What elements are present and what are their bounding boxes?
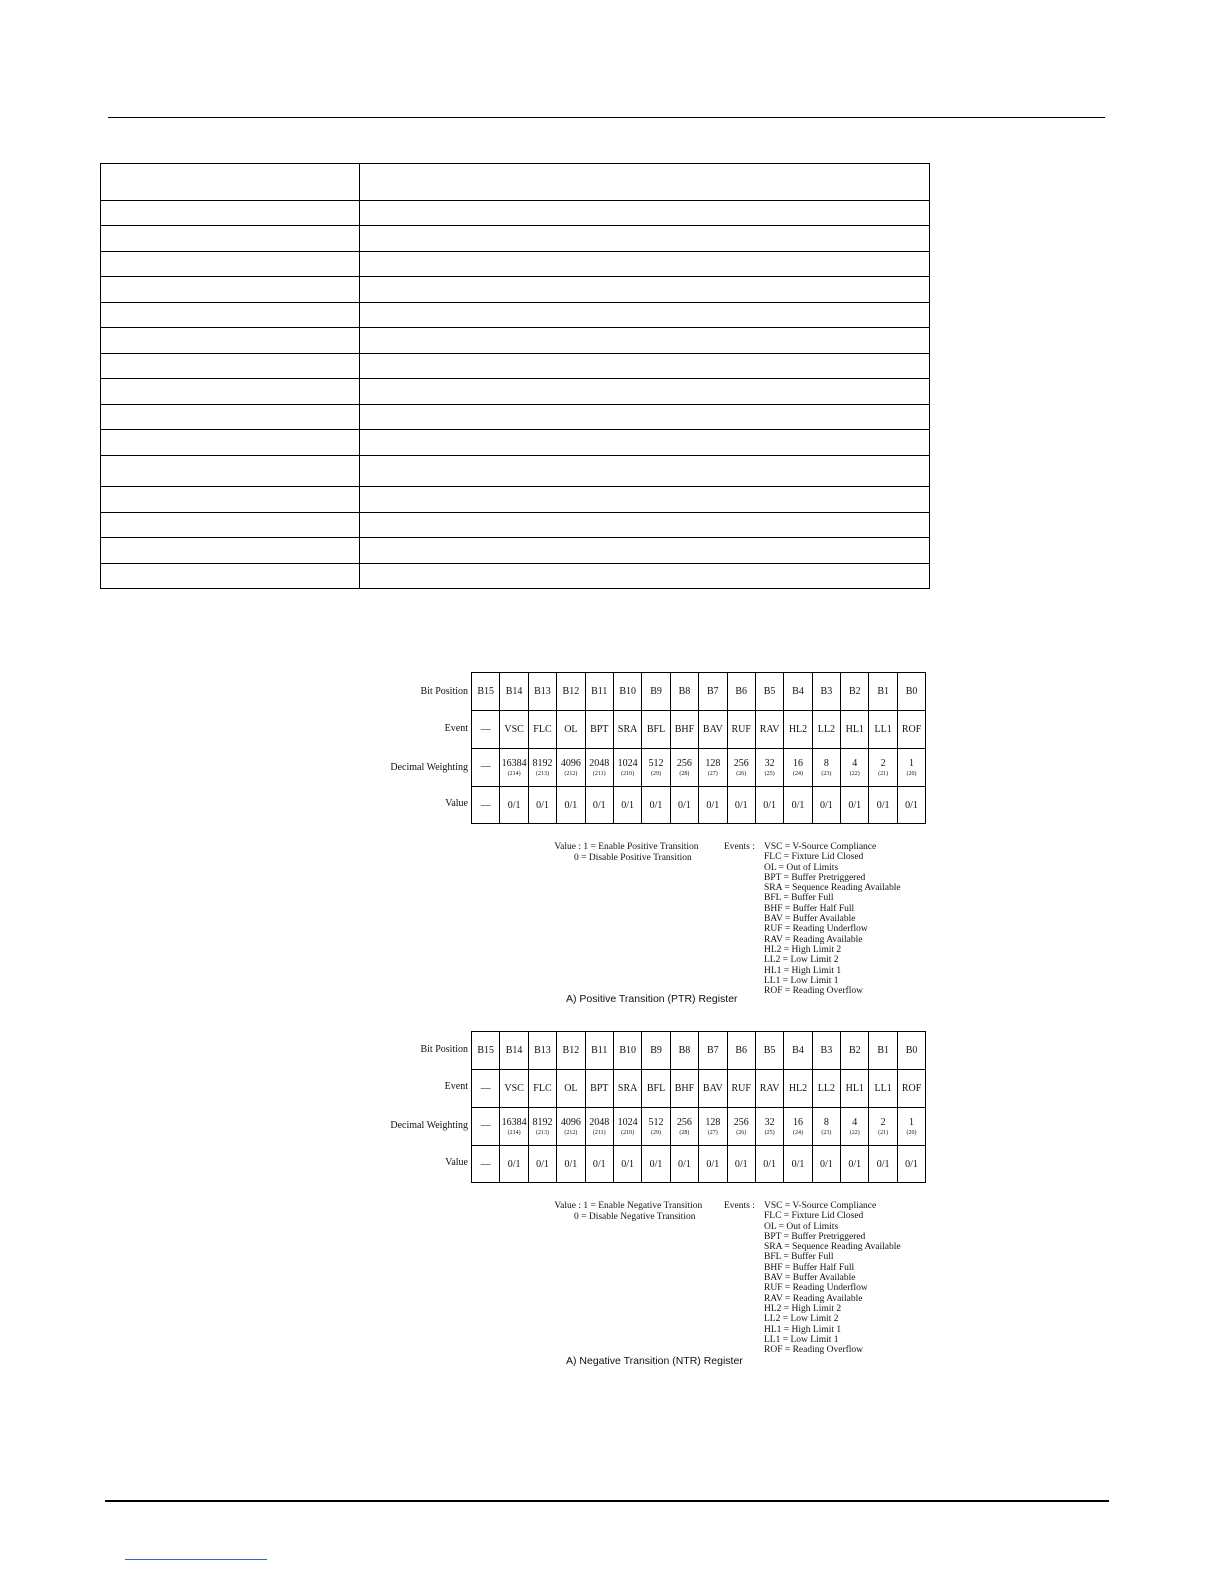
weight-cell — [727, 749, 755, 787]
weight-value: 256 — [676, 757, 692, 769]
event-cell: LL2 — [812, 711, 840, 749]
table-row — [101, 328, 930, 354]
bit-cell: B7 — [699, 673, 727, 711]
event-label: Event — [444, 1081, 468, 1092]
weight-value: 8192 — [532, 1116, 553, 1128]
table-row — [101, 513, 930, 538]
bit-position-label: Bit Position — [420, 1044, 468, 1055]
ptr-caption: A) Positive Transition (PTR) Register — [566, 993, 738, 1005]
weight-value: 1 — [909, 1116, 915, 1128]
table-row — [101, 164, 930, 201]
weight-value: 2 — [880, 1116, 886, 1128]
value-cell: 0/1 — [557, 1146, 585, 1183]
table-row — [101, 430, 930, 456]
weight-power: (25) — [764, 1129, 775, 1136]
weight-value: 128 — [705, 757, 721, 769]
table-row — [101, 405, 930, 430]
bit-cell: B12 — [557, 673, 585, 711]
bit-cell: B13 — [528, 673, 556, 711]
value-cell: 0/1 — [841, 787, 869, 824]
weight-value: 4 — [852, 1116, 858, 1128]
event-definition: FLC = Fixture Lid Closed — [764, 1211, 864, 1222]
bit-cell: B11 — [585, 673, 613, 711]
weight-power: (24) — [792, 1129, 803, 1136]
weight-cell — [812, 749, 840, 787]
weight-cell — [897, 1108, 925, 1146]
value-row — [472, 1146, 926, 1183]
value-cell: 0/1 — [613, 1146, 641, 1183]
table-row — [101, 354, 930, 379]
weight-value: 32 — [764, 757, 775, 769]
event-cell: LL1 — [869, 711, 897, 749]
table-row — [101, 379, 930, 405]
weight-value: 256 — [733, 1116, 749, 1128]
event-cell: ROF — [897, 711, 925, 749]
value-cell: 0/1 — [528, 1146, 556, 1183]
event-definition: BHF = Buffer Half Full — [764, 903, 855, 914]
bit-cell: B1 — [869, 1032, 897, 1070]
bit-cell: B13 — [528, 1032, 556, 1070]
value-legend-label: Value — [554, 842, 576, 852]
weight-power: (212) — [564, 770, 578, 777]
weight-power: (21) — [878, 1129, 889, 1136]
value-legend: Value : 1 = Enable Negative Transition 0 = Disable Negative Transition — [538, 1201, 702, 1223]
weight-value: 2048 — [589, 1116, 610, 1128]
bit-cell: B10 — [613, 1032, 641, 1070]
weight-cell — [897, 749, 925, 787]
weight-cell — [528, 749, 556, 787]
weight-power: (214) — [507, 770, 521, 777]
event-cell: VSC — [500, 711, 528, 749]
event-definition: BPT = Buffer Pretriggered — [764, 1231, 866, 1242]
weight-power: (28) — [679, 1129, 690, 1136]
weight-cell — [755, 1108, 783, 1146]
weight-cell — [528, 1108, 556, 1146]
value-cell: 0/1 — [869, 787, 897, 824]
weight-cell — [472, 749, 500, 787]
weight-power: (211) — [592, 770, 606, 777]
events-legend-list — [764, 1201, 901, 1355]
weight-value: 16 — [792, 757, 803, 769]
header-rule — [108, 117, 1105, 118]
value-cell: 0/1 — [812, 1146, 840, 1183]
value-cell: 0/1 — [670, 1146, 698, 1183]
event-cell: HL1 — [841, 711, 869, 749]
weight-cell — [585, 1108, 613, 1146]
table-row — [101, 564, 930, 589]
bit-row — [472, 1032, 926, 1070]
weight-power: (29) — [651, 770, 662, 777]
value-row — [472, 787, 926, 824]
weight-value: 2 — [880, 757, 886, 769]
event-cell: OL — [557, 711, 585, 749]
event-definition: FLC = Fixture Lid Closed — [764, 852, 864, 863]
event-row — [472, 711, 926, 749]
weight-value: — — [480, 1119, 491, 1131]
weight-power: (25) — [764, 770, 775, 777]
weight-cell — [727, 1108, 755, 1146]
weight-value: — — [480, 760, 491, 772]
weight-value: 128 — [705, 1116, 721, 1128]
weight-value: 8 — [823, 757, 829, 769]
value-cell: 0/1 — [869, 1146, 897, 1183]
value-legend-key: 1 — [583, 842, 589, 852]
weight-power: (26) — [736, 1129, 747, 1136]
weight-cell — [500, 749, 528, 787]
event-cell: OL — [557, 1070, 585, 1108]
event-definition: BAV = Buffer Available — [764, 914, 856, 925]
weight-row — [472, 1108, 926, 1146]
bit-row — [472, 673, 926, 711]
weight-value: 1024 — [617, 757, 638, 769]
event-definition: HL2 = High Limit 2 — [764, 944, 842, 955]
events-legend-label: Events : — [724, 1201, 755, 1211]
event-definition: HL1 = High Limit 1 — [764, 1324, 842, 1335]
bit-cell: B0 — [897, 673, 925, 711]
value-label: Value — [445, 1157, 468, 1168]
value-legend-disable: 0 = Disable Negative Transition — [574, 1212, 696, 1222]
event-cell: BHF — [670, 1070, 698, 1108]
value-cell: — — [472, 1146, 500, 1183]
weight-cell — [841, 749, 869, 787]
event-cell: RAV — [755, 711, 783, 749]
bit-position-label: Bit Position — [420, 686, 468, 697]
weight-power: (27) — [707, 1129, 718, 1136]
bit-cell: B7 — [699, 1032, 727, 1070]
event-definition: LL1 = Low Limit 1 — [764, 1334, 839, 1345]
value-cell: 0/1 — [585, 787, 613, 824]
value-legend-disable: 0 = Disable Positive Transition — [574, 853, 692, 863]
weight-power: (20) — [906, 1129, 917, 1136]
weight-power: (210) — [621, 1129, 635, 1136]
table-row — [101, 252, 930, 277]
value-legend-key: 1 — [583, 1201, 589, 1211]
weight-power: (210) — [621, 770, 635, 777]
bit-cell: B2 — [841, 673, 869, 711]
event-cell: SRA — [613, 711, 641, 749]
value-cell: 0/1 — [500, 1146, 528, 1183]
weight-value: 8 — [823, 1116, 829, 1128]
event-cell: RUF — [727, 711, 755, 749]
weight-value: 32 — [764, 1116, 775, 1128]
event-definition: RAV = Reading Available — [764, 1293, 863, 1304]
weight-cell — [642, 749, 670, 787]
ntr-caption: A) Negative Transition (NTR) Register — [566, 1355, 743, 1367]
bit-cell: B4 — [784, 1032, 812, 1070]
weight-value: 1024 — [617, 1116, 638, 1128]
bit-cell: B6 — [727, 673, 755, 711]
weight-power: (21) — [878, 770, 889, 777]
weight-cell — [670, 1108, 698, 1146]
table-row — [101, 226, 930, 252]
value-cell: 0/1 — [727, 1146, 755, 1183]
event-cell: BPT — [585, 711, 613, 749]
table-row — [101, 201, 930, 226]
bit-cell: B10 — [613, 673, 641, 711]
weight-power: (26) — [736, 770, 747, 777]
weight-cell — [755, 749, 783, 787]
weight-cell — [841, 1108, 869, 1146]
bit-cell: B12 — [557, 1032, 585, 1070]
event-definition: SRA = Sequence Reading Available — [764, 883, 901, 894]
value-legend-enable: Enable Positive Transition — [598, 842, 699, 852]
bit-cell: B3 — [812, 1032, 840, 1070]
blank-table — [100, 163, 930, 589]
event-cell: SRA — [613, 1070, 641, 1108]
bit-cell: B9 — [642, 673, 670, 711]
weight-cell — [784, 749, 812, 787]
ntr-bit-grid — [471, 1031, 926, 1183]
weight-value: 16384 — [501, 757, 527, 769]
event-cell: — — [472, 711, 500, 749]
table-row — [101, 487, 930, 513]
event-definition: HL1 = High Limit 1 — [764, 965, 842, 976]
value-cell: 0/1 — [642, 787, 670, 824]
bit-cell: B14 — [500, 673, 528, 711]
weight-power: (214) — [507, 1129, 521, 1136]
weight-cell — [557, 1108, 585, 1146]
bit-cell: B8 — [670, 673, 698, 711]
bit-cell: B4 — [784, 673, 812, 711]
value-legend: Value : 1 = Enable Positive Transition 0 = Disable Positive Transition — [538, 842, 699, 864]
event-row — [472, 1070, 926, 1108]
value-cell: 0/1 — [897, 1146, 925, 1183]
bit-cell: B8 — [670, 1032, 698, 1070]
event-definition: ROF = Reading Overflow — [764, 986, 864, 997]
value-cell: 0/1 — [528, 787, 556, 824]
event-cell: VSC — [500, 1070, 528, 1108]
weight-cell — [812, 1108, 840, 1146]
value-cell: 0/1 — [897, 787, 925, 824]
value-cell: 0/1 — [812, 787, 840, 824]
weight-value: 512 — [648, 757, 664, 769]
event-definition: LL2 = Low Limit 2 — [764, 955, 839, 966]
value-cell: 0/1 — [642, 1146, 670, 1183]
weight-power: (212) — [564, 1129, 578, 1136]
value-cell: 0/1 — [784, 787, 812, 824]
weight-cell — [869, 1108, 897, 1146]
event-cell: BAV — [699, 711, 727, 749]
value-cell: 0/1 — [841, 1146, 869, 1183]
value-cell: 0/1 — [670, 787, 698, 824]
weight-value: 256 — [676, 1116, 692, 1128]
weight-value: 8192 — [532, 757, 553, 769]
weight-cell — [613, 749, 641, 787]
weight-cell — [557, 749, 585, 787]
event-cell: HL2 — [784, 711, 812, 749]
event-cell: ROF — [897, 1070, 925, 1108]
event-cell: BAV — [699, 1070, 727, 1108]
value-cell: 0/1 — [755, 1146, 783, 1183]
event-cell: RUF — [727, 1070, 755, 1108]
bit-cell: B11 — [585, 1032, 613, 1070]
value-cell: 0/1 — [755, 787, 783, 824]
event-definition: HL2 = High Limit 2 — [764, 1303, 842, 1314]
bit-cell: B15 — [472, 1032, 500, 1070]
weight-cell — [642, 1108, 670, 1146]
event-definition: OL = Out of Limits — [764, 862, 839, 873]
value-legend-label: Value — [554, 1201, 576, 1211]
bit-cell: B5 — [755, 673, 783, 711]
weight-power: (22) — [849, 1129, 860, 1136]
event-cell: LL1 — [869, 1070, 897, 1108]
ptr-register-figure — [370, 672, 970, 1012]
weight-power: (22) — [849, 770, 860, 777]
weight-value: 2048 — [589, 757, 610, 769]
weight-power: (213) — [535, 770, 549, 777]
event-cell: BHF — [670, 711, 698, 749]
event-definition: LL1 = Low Limit 1 — [764, 975, 839, 986]
value-label: Value — [445, 798, 468, 809]
event-definition: BFL = Buffer Full — [764, 893, 834, 904]
bit-cell: B0 — [897, 1032, 925, 1070]
weight-cell — [869, 749, 897, 787]
footer-rule — [105, 1500, 1109, 1502]
event-label: Event — [444, 723, 468, 734]
weight-power: (24) — [792, 770, 803, 777]
table-row — [101, 277, 930, 303]
table-row — [101, 538, 930, 564]
value-cell: 0/1 — [699, 787, 727, 824]
events-legend-label: Events : — [724, 842, 755, 852]
event-definition: BFL = Buffer Full — [764, 1252, 834, 1263]
event-cell: LL2 — [812, 1070, 840, 1108]
event-definition: VSC = V-Source Compliance — [764, 842, 877, 852]
event-definition: LL2 = Low Limit 2 — [764, 1314, 839, 1325]
weight-value: 1 — [909, 757, 915, 769]
event-cell: BPT — [585, 1070, 613, 1108]
event-definition: ROF = Reading Overflow — [764, 1345, 864, 1356]
events-legend-list — [764, 842, 901, 996]
weight-cell — [699, 1108, 727, 1146]
bit-cell: B15 — [472, 673, 500, 711]
table-row — [101, 303, 930, 328]
weight-power: (211) — [592, 1129, 606, 1136]
ntr-register-figure — [370, 1031, 970, 1376]
weight-value: 4096 — [560, 757, 581, 769]
event-definition: RUF = Reading Underflow — [764, 1283, 868, 1294]
event-cell: — — [472, 1070, 500, 1108]
weight-cell — [585, 749, 613, 787]
event-cell: HL1 — [841, 1070, 869, 1108]
bit-cell: B5 — [755, 1032, 783, 1070]
event-cell: BFL — [642, 711, 670, 749]
weight-cell — [699, 749, 727, 787]
weight-value: 256 — [733, 757, 749, 769]
value-cell: 0/1 — [784, 1146, 812, 1183]
decimal-weighting-label: Decimal Weighting — [390, 762, 468, 773]
event-definition: OL = Out of Limits — [764, 1221, 839, 1232]
ptr-bit-grid — [471, 672, 926, 824]
weight-cell — [500, 1108, 528, 1146]
bit-cell: B14 — [500, 1032, 528, 1070]
weight-cell — [670, 749, 698, 787]
weight-cell — [613, 1108, 641, 1146]
event-definition: VSC = V-Source Compliance — [764, 1201, 877, 1211]
weight-value: 16384 — [501, 1116, 527, 1128]
event-definition: BPT = Buffer Pretriggered — [764, 872, 866, 883]
weight-row — [472, 749, 926, 787]
bit-cell: B6 — [727, 1032, 755, 1070]
value-cell: — — [472, 787, 500, 824]
event-cell: RAV — [755, 1070, 783, 1108]
bit-cell: B3 — [812, 673, 840, 711]
weight-power: (20) — [906, 770, 917, 777]
weight-value: 4096 — [560, 1116, 581, 1128]
weight-power: (213) — [535, 1129, 549, 1136]
weight-power: (23) — [821, 770, 832, 777]
value-cell: 0/1 — [699, 1146, 727, 1183]
weight-cell — [784, 1108, 812, 1146]
event-cell: HL2 — [784, 1070, 812, 1108]
event-cell: FLC — [528, 711, 556, 749]
value-cell: 0/1 — [585, 1146, 613, 1183]
value-cell: 0/1 — [727, 787, 755, 824]
value-cell: 0/1 — [557, 787, 585, 824]
event-definition: RUF = Reading Underflow — [764, 924, 868, 935]
event-cell: FLC — [528, 1070, 556, 1108]
decimal-weighting-label: Decimal Weighting — [390, 1120, 468, 1131]
weight-power: (28) — [679, 770, 690, 777]
weight-value: 512 — [648, 1116, 664, 1128]
bit-cell: B9 — [642, 1032, 670, 1070]
event-cell: BFL — [642, 1070, 670, 1108]
event-definition: BAV = Buffer Available — [764, 1273, 856, 1284]
weight-cell — [472, 1108, 500, 1146]
event-definition: SRA = Sequence Reading Available — [764, 1242, 901, 1253]
table-row — [101, 456, 930, 487]
value-cell: 0/1 — [613, 787, 641, 824]
footer-link-underline[interactable] — [125, 1559, 267, 1560]
weight-power: (29) — [651, 1129, 662, 1136]
value-cell: 0/1 — [500, 787, 528, 824]
weight-value: 16 — [792, 1116, 803, 1128]
event-definition: BHF = Buffer Half Full — [764, 1262, 855, 1273]
bit-cell: B1 — [869, 673, 897, 711]
event-definition: RAV = Reading Available — [764, 934, 863, 945]
bit-cell: B2 — [841, 1032, 869, 1070]
value-legend-enable: Enable Negative Transition — [598, 1201, 703, 1211]
weight-value: 4 — [852, 757, 858, 769]
weight-power: (23) — [821, 1129, 832, 1136]
weight-power: (27) — [707, 770, 718, 777]
